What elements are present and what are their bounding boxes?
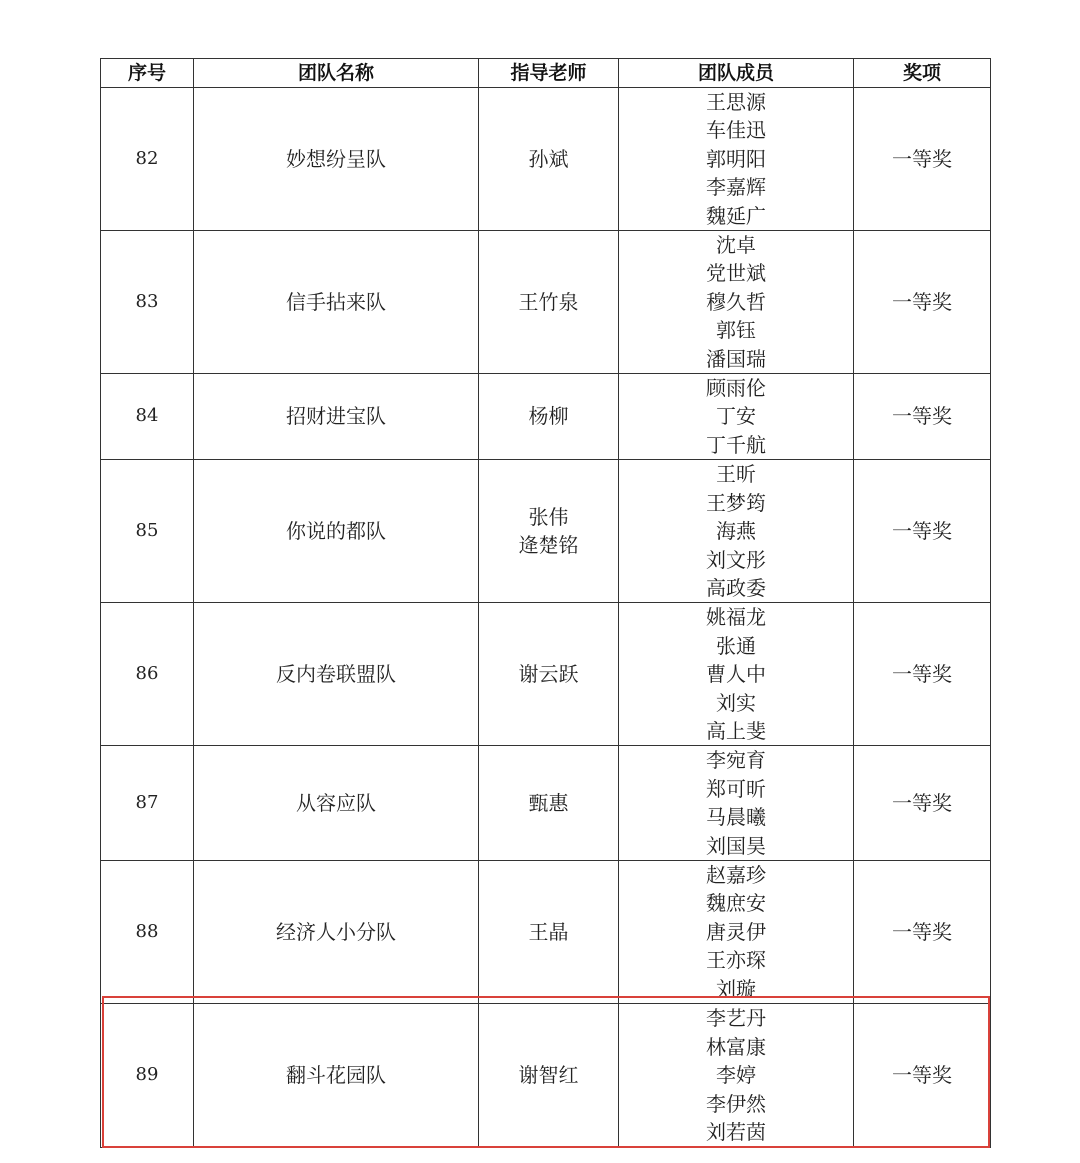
member-name: 姚福龙	[706, 605, 766, 630]
table-row	[101, 231, 991, 374]
teacher-name: 王晶	[528, 919, 569, 944]
header-teacher: 指导老师	[479, 59, 619, 88]
team-name: 翻斗花园队	[194, 1004, 479, 1148]
row-number: 82	[101, 88, 194, 231]
row-number: 83	[101, 231, 194, 374]
header-award: 奖项	[854, 59, 991, 88]
member-name: 郑可昕	[706, 776, 766, 801]
table-row	[101, 374, 991, 460]
teacher-name: 孙斌	[528, 146, 569, 171]
teacher-cell	[479, 603, 619, 746]
teacher-cell	[479, 374, 619, 460]
award: 一等奖	[854, 231, 991, 374]
teacher-name: 谢云跃	[518, 662, 579, 687]
table-row	[101, 860, 991, 1003]
members-cell	[619, 460, 854, 603]
members-cell	[619, 88, 854, 231]
member-name: 李艺丹	[706, 1006, 766, 1031]
table-row	[101, 1004, 991, 1148]
row-number: 86	[101, 603, 194, 746]
teacher-name: 张伟	[528, 504, 569, 529]
member-name: 张通	[716, 633, 756, 658]
members-cell	[619, 374, 854, 460]
members-cell	[619, 746, 854, 861]
member-name: 沈卓	[716, 233, 756, 258]
member-name: 潘国瑞	[706, 346, 766, 371]
member-name: 王昕	[716, 462, 756, 487]
member-name: 赵嘉珍	[706, 862, 766, 887]
members-cell	[619, 603, 854, 746]
member-name: 郭钰	[716, 318, 756, 343]
teacher-cell	[479, 746, 619, 861]
member-name: 林富康	[706, 1034, 766, 1059]
award: 一等奖	[854, 1004, 991, 1148]
table-row	[101, 603, 991, 746]
teacher-cell	[479, 88, 619, 231]
teacher-cell	[479, 1004, 619, 1148]
member-name: 高政委	[706, 575, 766, 600]
member-name: 车佳迅	[706, 118, 766, 143]
teacher-name: 甄惠	[528, 790, 569, 815]
teacher-name: 王竹泉	[518, 289, 579, 314]
team-name: 信手拈来队	[194, 231, 479, 374]
table-row	[101, 88, 991, 231]
member-name: 王思源	[706, 90, 766, 114]
award: 一等奖	[854, 860, 991, 1003]
teacher-name: 谢智红	[518, 1063, 579, 1088]
award-table	[100, 58, 991, 1148]
table-row	[101, 746, 991, 861]
member-name: 李伊然	[706, 1091, 766, 1116]
member-name: 丁安	[716, 404, 756, 429]
member-name: 刘文彤	[706, 547, 766, 572]
row-number: 84	[101, 374, 194, 460]
members-cell	[619, 231, 854, 374]
member-name: 党世斌	[706, 261, 766, 286]
award: 一等奖	[854, 460, 991, 603]
team-name: 经济人小分队	[194, 860, 479, 1003]
member-name: 李婷	[716, 1063, 756, 1088]
team-name: 妙想纷呈队	[194, 88, 479, 231]
member-name: 李宛育	[706, 748, 766, 773]
member-name: 海燕	[716, 519, 756, 544]
member-name: 王梦筠	[706, 490, 766, 515]
member-name: 曹人中	[706, 662, 766, 687]
member-name: 唐灵伊	[706, 919, 766, 944]
member-name: 穆久哲	[706, 289, 766, 314]
member-name: 刘实	[716, 690, 756, 715]
team-name: 你说的都队	[194, 460, 479, 603]
award: 一等奖	[854, 374, 991, 460]
member-name: 高上斐	[706, 718, 766, 743]
member-name: 郭明阳	[706, 146, 766, 171]
member-name: 顾雨伦	[706, 376, 766, 401]
members-cell	[619, 1004, 854, 1148]
member-name: 马晨曦	[706, 805, 766, 830]
team-name: 从容应队	[194, 746, 479, 861]
row-number: 89	[101, 1004, 194, 1148]
team-name: 反内卷联盟队	[194, 603, 479, 746]
row-number: 87	[101, 746, 194, 861]
member-name: 魏延广	[706, 203, 766, 228]
member-name: 魏庶安	[706, 891, 766, 916]
row-number: 88	[101, 860, 194, 1003]
members-cell	[619, 860, 854, 1003]
header-row	[101, 59, 991, 88]
teacher-cell	[479, 460, 619, 603]
award: 一等奖	[854, 603, 991, 746]
teacher-cell	[479, 231, 619, 374]
teacher-cell	[479, 860, 619, 1003]
table-row	[101, 460, 991, 603]
team-name: 招财进宝队	[194, 374, 479, 460]
award: 一等奖	[854, 746, 991, 861]
member-name: 王亦琛	[706, 948, 766, 973]
award: 一等奖	[854, 88, 991, 231]
table-body	[101, 88, 991, 1148]
member-name: 刘若茵	[706, 1120, 766, 1145]
header-members: 团队成员	[619, 59, 854, 88]
header-number: 序号	[101, 59, 194, 88]
member-name: 丁千航	[706, 432, 766, 457]
row-number: 85	[101, 460, 194, 603]
member-name: 刘国昊	[706, 833, 766, 858]
header-team-name: 团队名称	[194, 59, 479, 88]
member-name: 刘璇	[716, 976, 756, 1001]
teacher-name: 杨柳	[528, 404, 569, 429]
member-name: 李嘉辉	[706, 175, 766, 200]
teacher-name: 逄楚铭	[518, 533, 579, 558]
